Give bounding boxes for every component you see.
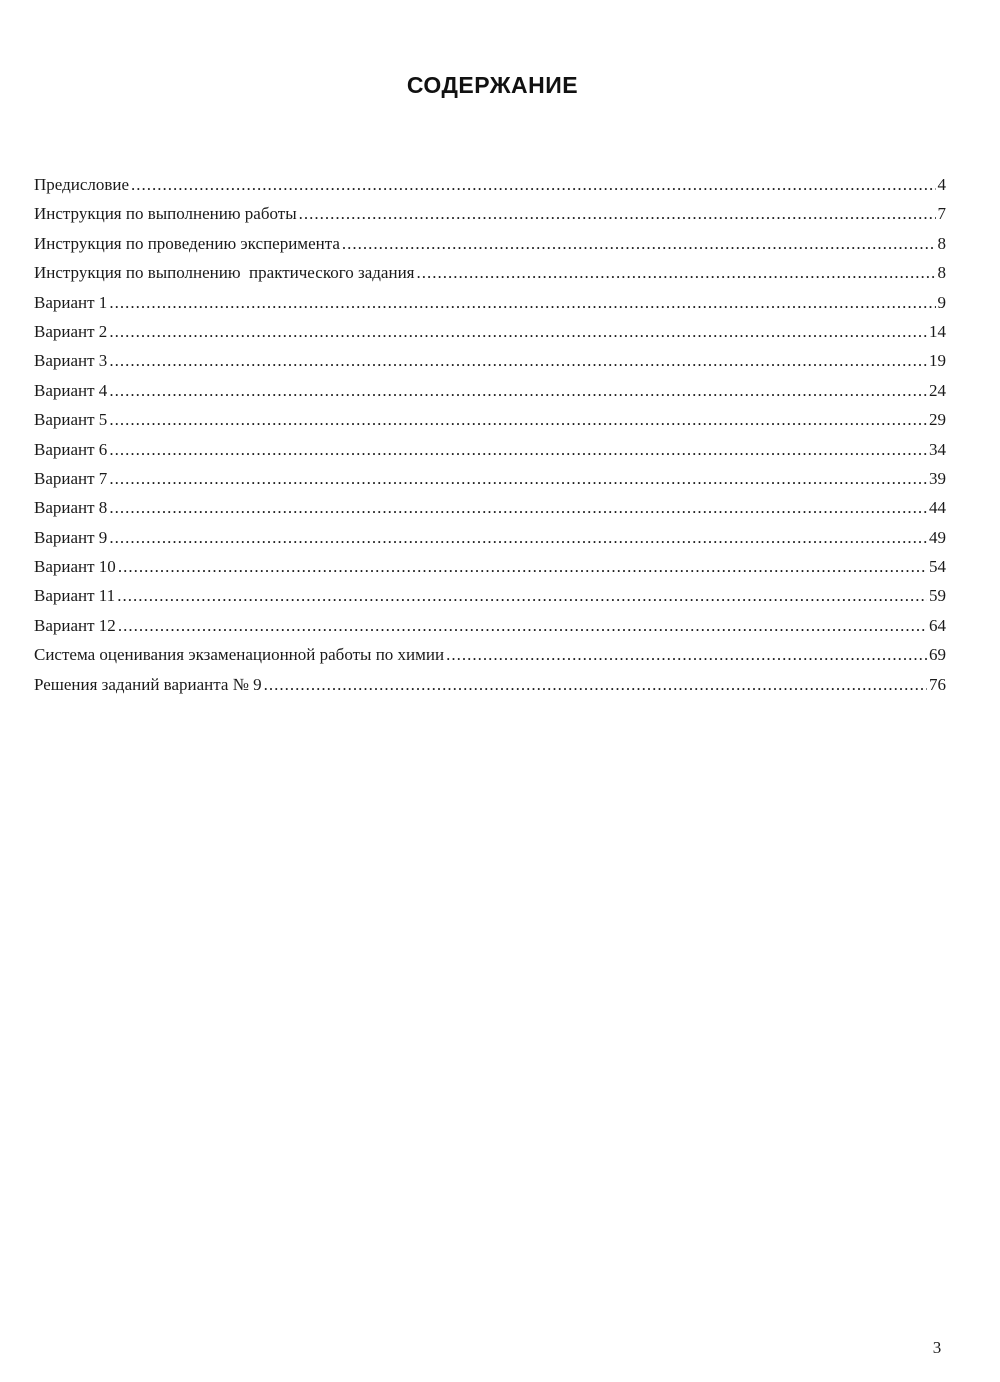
toc-entry[interactable] (34, 523, 946, 552)
toc-entry-page: 69 (929, 645, 946, 665)
toc-entry-page: 8 (937, 233, 946, 253)
toc-entry-label: Вариант 4 (34, 380, 108, 400)
toc-entry-page: 14 (929, 321, 946, 341)
toc-leader-dots (109, 435, 927, 464)
toc-entry[interactable] (34, 464, 946, 493)
toc-entry-page: 9 (937, 292, 946, 312)
toc-entry-label: Инструкция по выполнению работы (34, 204, 297, 224)
toc-entry-page: 8 (937, 263, 946, 283)
toc-entry[interactable] (34, 376, 946, 405)
toc-leader-dots (118, 611, 927, 640)
toc-leader-dots (342, 229, 936, 258)
toc-leader-dots (109, 346, 927, 375)
toc-entry-page: 4 (937, 175, 946, 194)
toc-entry[interactable] (34, 405, 946, 434)
toc-entry-page: 19 (929, 351, 946, 371)
toc-leader-dots (118, 552, 927, 581)
toc-entry-page: 29 (929, 410, 946, 430)
toc-entry-label: Предисловие (34, 175, 130, 194)
toc-entry[interactable] (34, 346, 946, 375)
toc-entry-label: Вариант 12 (34, 615, 116, 635)
toc-entry-label: Вариант 11 (34, 586, 116, 606)
toc-leader-dots (446, 640, 927, 669)
toc-entry-label: Инструкция по проведению эксперимента (34, 233, 340, 253)
toc-leader-dots (109, 317, 927, 346)
toc-entry[interactable] (34, 640, 946, 669)
toc-entry-page: 44 (929, 498, 946, 518)
toc-entry-label: Вариант 5 (34, 410, 108, 430)
toc-entry-label: Вариант 2 (34, 321, 108, 341)
toc-entry-page: 39 (929, 468, 946, 488)
toc-entry[interactable] (34, 170, 946, 199)
toc-leader-dots (109, 405, 927, 434)
toc-entry[interactable] (34, 581, 946, 610)
toc-leader-dots (264, 670, 927, 699)
toc-entry[interactable] (34, 552, 946, 581)
toc-leader-dots (299, 199, 936, 228)
toc-entry-label: Вариант 9 (34, 527, 108, 547)
toc-entry-label: Вариант 7 (34, 468, 108, 488)
page-title: СОДЕРЖАНИЕ (406, 72, 579, 98)
toc-entry-label: Вариант 1 (34, 292, 108, 312)
toc-entry-page: 49 (929, 527, 946, 547)
toc-entry[interactable] (34, 435, 946, 464)
toc-entry[interactable] (34, 199, 946, 228)
toc-leader-dots (109, 288, 935, 317)
toc-entry-page: 76 (929, 674, 946, 694)
toc-entry-page: 7 (937, 204, 946, 224)
toc-leader-dots (117, 581, 927, 610)
toc-leader-dots (109, 464, 927, 493)
toc-entry-label: Система оценивания экзаменационной работы по химии (34, 645, 445, 665)
toc-entry[interactable] (34, 611, 946, 640)
toc-leader-dots (416, 258, 935, 287)
toc-entry-page: 24 (929, 380, 946, 400)
toc-leader-dots (109, 376, 927, 405)
toc-entry-page: 34 (929, 439, 946, 459)
toc-entry[interactable] (34, 493, 946, 522)
toc-entry-page: 59 (929, 586, 946, 606)
toc-entry[interactable] (34, 258, 946, 287)
toc-entry-label: Вариант 6 (34, 439, 108, 459)
toc-entry[interactable] (34, 288, 946, 317)
table-of-contents (34, 170, 946, 699)
toc-entry[interactable] (34, 317, 946, 346)
toc-entry-label: Решения заданий варианта № 9 (34, 674, 262, 694)
toc-entry-label: Инструкция по выполнению практического задания (34, 263, 415, 283)
toc-leader-dots (131, 170, 935, 199)
toc-entry-label: Вариант 3 (34, 351, 108, 371)
toc-entry-page: 54 (929, 557, 946, 577)
toc-leader-dots (109, 493, 927, 522)
toc-leader-dots (109, 523, 927, 552)
toc-entry-label: Вариант 10 (34, 557, 116, 577)
page-number: 3 (932, 1338, 942, 1357)
toc-entry[interactable] (34, 670, 946, 699)
toc-entry-label: Вариант 8 (34, 498, 108, 518)
toc-entry[interactable] (34, 229, 946, 258)
toc-entry-page: 64 (929, 615, 946, 635)
